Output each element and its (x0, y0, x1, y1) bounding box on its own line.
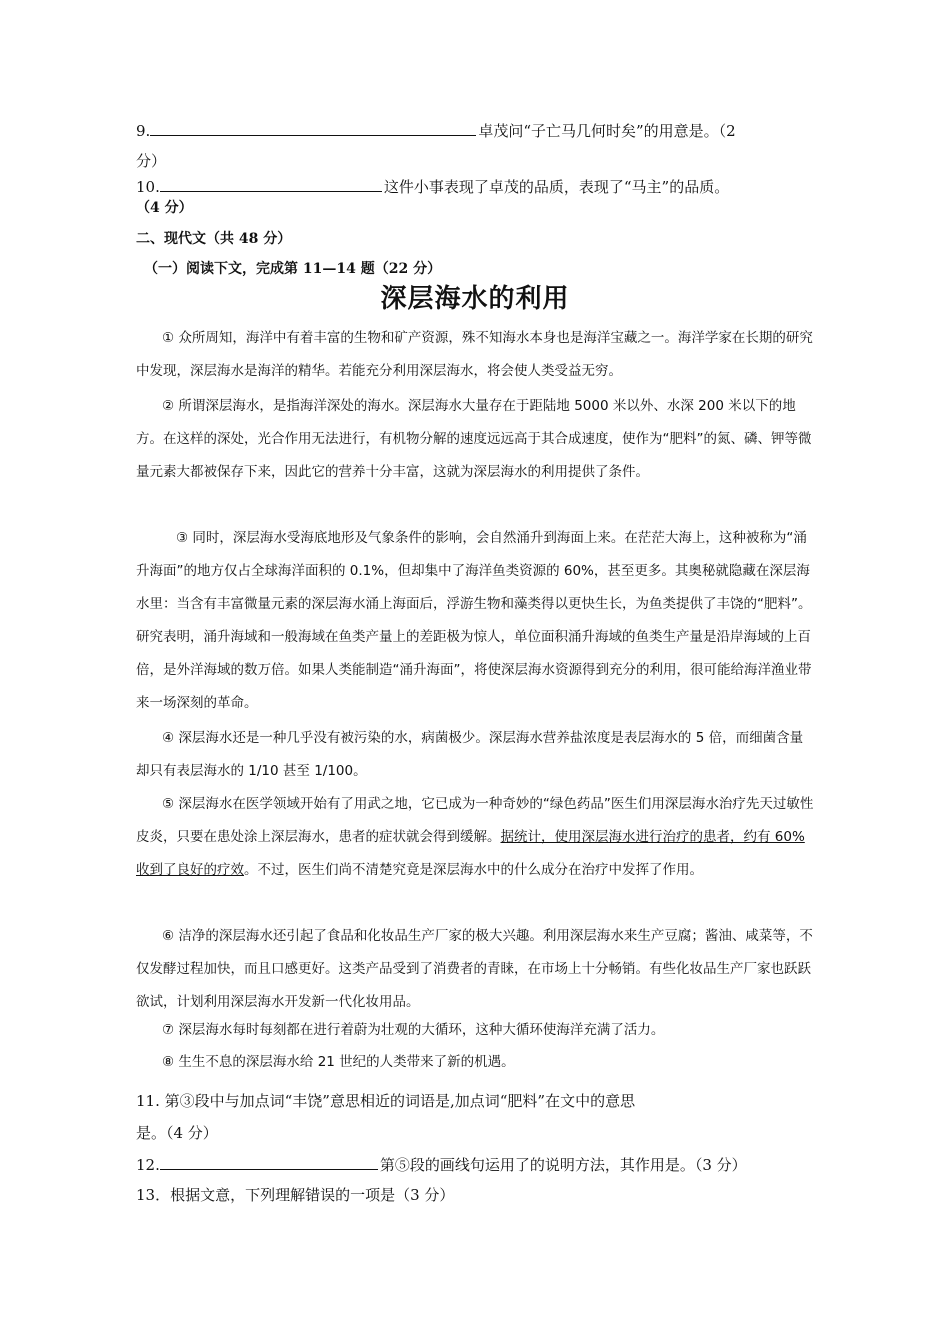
paragraph-text-2: 所谓深层海水，是指海洋深处的海水。深层海水大量存在于距陆地 5000 米以外、水深 200 米以下的地方。在这样的深处，光合作用无法进行，有机物分解的速度远远高于其合成速度，使作为“肥料”的氮、磷、钾等微量元素大都被保存下来，因此它的营养十分丰富，这就为深层海水的利用提供了条件。 (136, 398, 812, 480)
article-paragraph-4 (136, 722, 816, 788)
article-paragraph-3 (136, 522, 816, 720)
paragraph-marker-6: ⑥ (162, 928, 175, 944)
answer-blank-9[interactable] (150, 120, 476, 136)
question-9-number: 9. (136, 122, 151, 140)
paragraph-text-1: 众所周知，海洋中有着丰富的生物和矿产资源，殊不知海水本身也是海洋宝藏之一。海洋学家在长期的研究中发现，深层海水是海洋的精华。若能充分利用深层海水，将会使人类受益无穷。 (136, 330, 813, 379)
question-9 (136, 120, 736, 141)
article-paragraph-8 (136, 1046, 816, 1079)
article-paragraph-1 (136, 322, 816, 388)
question-12-text: 第⑤段的画线句运用了的说明方法，其作用是。（3 分） (379, 1156, 747, 1174)
paragraph-marker-7: ⑦ (162, 1022, 175, 1038)
article-title: 深层海水的利用 (380, 284, 570, 314)
paragraph-marker-2: ② (162, 398, 175, 414)
answer-blank-10[interactable] (160, 176, 382, 192)
article-paragraph-2 (136, 390, 816, 489)
section-heading-modern-text: 二、现代文（共 48 分） (136, 231, 292, 247)
question-10 (136, 176, 729, 197)
paragraph-text-7: 深层海水每时每刻都在进行着蔚为壮观的大循环，这种大循环使海洋充满了活力。 (178, 1022, 665, 1038)
paragraph-text-5b: 。不过，医生们尚不清楚究竟是深层海水中的什么成分在治疗中发挥了作用。 (244, 862, 703, 878)
question-13: 13．根据文意，下列理解错误的一项是（3 分） (136, 1186, 455, 1204)
question-12-number: 12. (136, 1156, 160, 1174)
question-10-continuation: （4 分） (136, 200, 193, 216)
article-paragraph-7 (136, 1014, 816, 1047)
question-11: 11. 第③段中与加点词“丰饶”意思相近的词语是,加点词“肥料”在文中的意思 (136, 1092, 636, 1110)
underlined-sentence: 据统计，使用深层海水进行治疗的患者，约有 60%收到了良好的疗效 (136, 829, 805, 878)
question-12 (136, 1154, 747, 1175)
paragraph-text-3: 同时，深层海水受海底地形及气象条件的影响，会自然涌升到海面上来。在茫茫大海上，这种被称为“涌升海面”的地方仅占全球海洋面积的 0.1%，但却集中了海洋鱼类资源的 60%，甚至更多。其奥秘就隐藏在深层海水里：当含有丰富微量元素的深层海水涌上海面后，浮游生物和藻类得以更快生长，为鱼类提供了丰饶的“肥料”。研究表明，涌升海域和一般海域在鱼类产量上的差距极为惊人，单位面积涌升海域的鱼类生产量是沿岸海域的上百倍，是外洋海域的数万倍。如果人类能制造“涌升海面”，将使深层海水资源得到充分的利用，很可能给海洋渔业带来一场深刻的革命。 (136, 530, 812, 711)
question-10-text: 这件小事表现了卓茂的品质，表现了“马主”的品质。 (383, 178, 730, 196)
article-paragraph-6 (136, 920, 816, 1019)
question-10-number: 10. (136, 178, 160, 196)
paragraph-marker-8: ⑧ (162, 1054, 175, 1070)
question-11-continuation: 是。（4 分） (136, 1124, 218, 1142)
paragraph-marker-3: ③ (176, 530, 189, 546)
question-9-continuation: 分） (136, 152, 167, 170)
paragraph-marker-1: ① (162, 330, 175, 346)
paragraph-text-4: 深层海水还是一种几乎没有被污染的水，病菌极少。深层海水营养盐浓度是表层海水的 5 倍，而细菌含量却只有表层海水的 1/10 甚至 1/100。 (136, 730, 804, 779)
article-paragraph-5 (136, 788, 816, 887)
paragraph-text-8: 生生不息的深层海水给 21 世纪的人类带来了新的机遇。 (178, 1054, 515, 1070)
paragraph-marker-5: ⑤ (162, 796, 175, 812)
paragraph-marker-4: ④ (162, 730, 175, 746)
question-9-text: 卓茂问“子亡马几何时矣”的用意是。（2 (478, 122, 736, 140)
paragraph-text-6: 洁净的深层海水还引起了食品和化妆品生产厂家的极大兴趣。利用深层海水来生产豆腐；酱油、咸菜等，不仅发酵过程加快，而且口感更好。这类产品受到了消费者的青睐，在市场上十分畅销。有些化妆品生产厂家也跃跃欲试，计划利用深层海水开发新一代化妆用品。 (136, 928, 813, 1010)
subsection-heading-reading-1: （一）阅读下文，完成第 11—14 题（22 分） (144, 261, 442, 277)
answer-blank-12[interactable] (160, 1154, 378, 1170)
paragraph-text-5a: 深层海水在医学领域开始有了用武之地，它已成为一种奇妙的“绿色药品”医生们用深层海水治疗先天过敏性皮炎，只要在患处涂上深层海水，患者的症状就会得到缓解。 (136, 796, 814, 845)
